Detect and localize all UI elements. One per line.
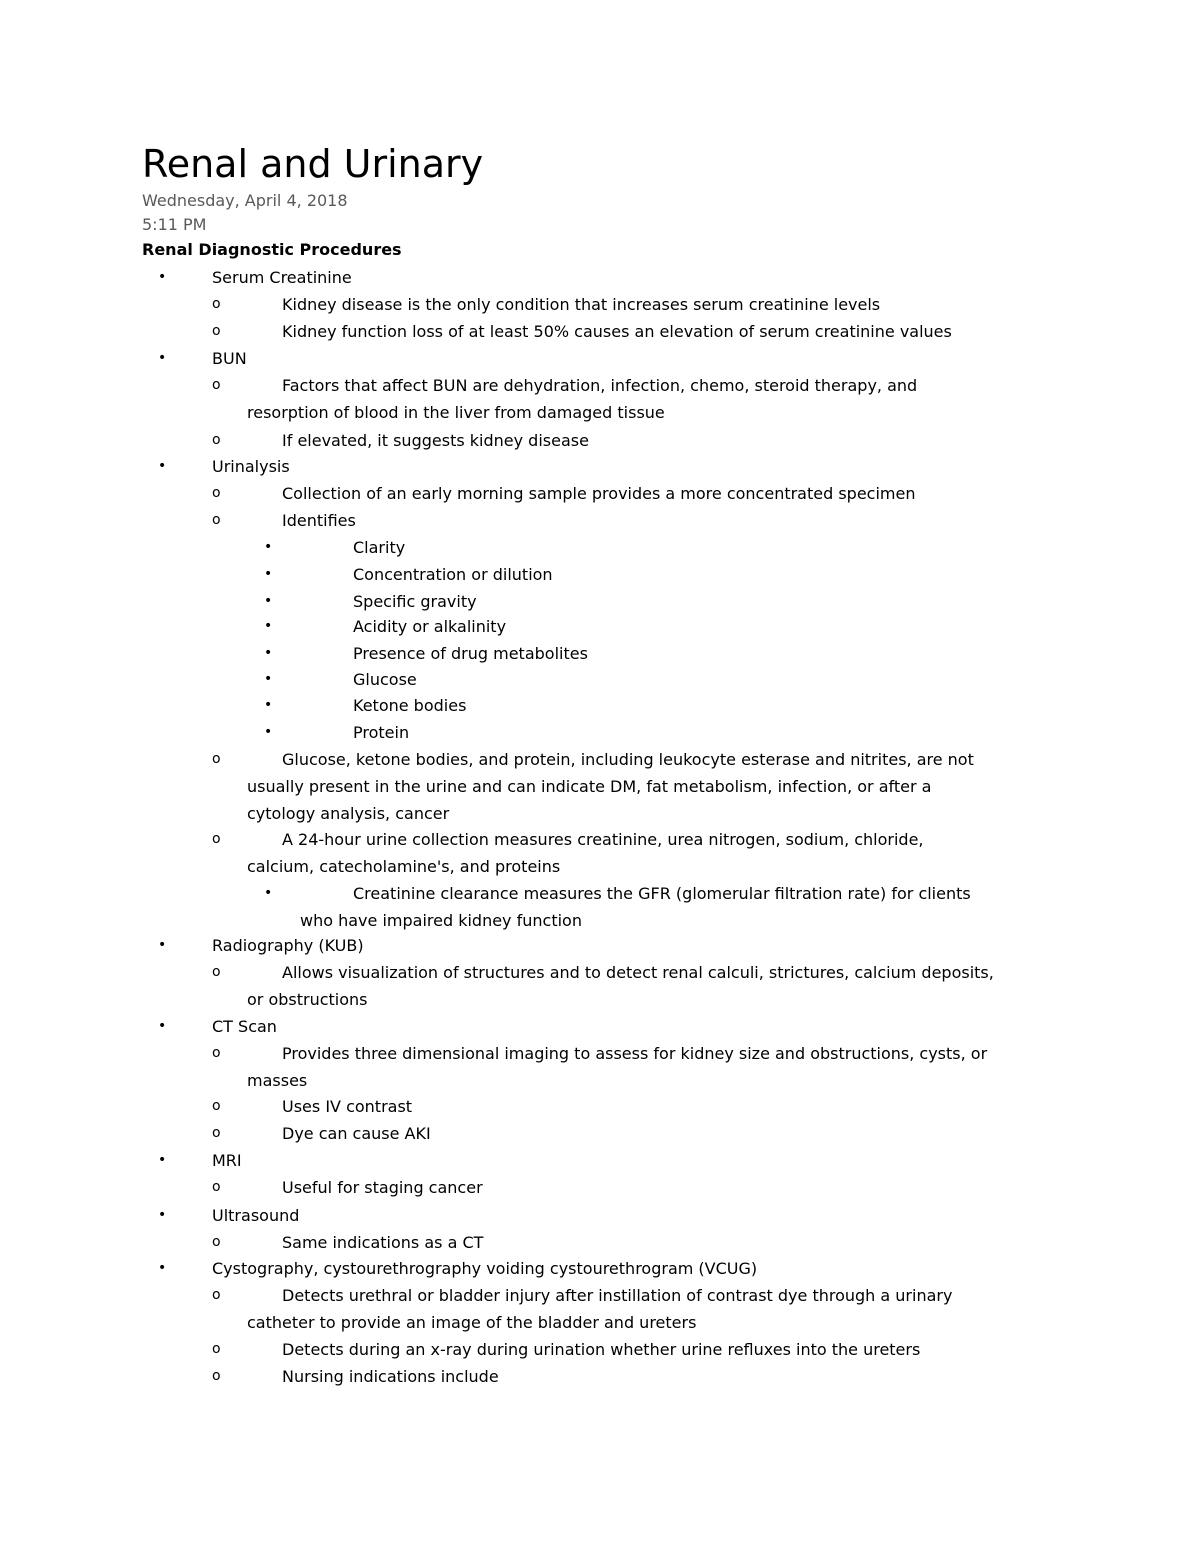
square-marker-icon: • bbox=[264, 724, 273, 740]
list-item-text: BUN bbox=[212, 349, 247, 368]
list-item-text: Specific gravity bbox=[353, 592, 477, 611]
page-date: Wednesday, April 4, 2018 bbox=[142, 191, 348, 210]
square-marker-icon: • bbox=[264, 539, 273, 555]
list-item-text: Ketone bodies bbox=[353, 696, 467, 715]
list-item-text: Factors that affect BUN are dehydration, infection, chemo, steroid therapy, and bbox=[282, 376, 918, 395]
list-item-continuation: usually present in the urine and can indicate DM, fat metabolism, infection, or after a bbox=[247, 777, 932, 796]
bullet-marker-icon: • bbox=[158, 1018, 167, 1034]
circle-marker-icon: o bbox=[212, 296, 221, 312]
list-item-text: Kidney disease is the only condition that increases serum creatinine levels bbox=[282, 295, 881, 314]
bullet-marker-icon: • bbox=[158, 350, 167, 366]
list-item-text: Provides three dimensional imaging to assess for kidney size and obstructions, cysts, or bbox=[282, 1044, 988, 1063]
list-item-text: Same indications as a CT bbox=[282, 1233, 484, 1252]
page-time: 5:11 PM bbox=[142, 215, 207, 234]
circle-marker-icon: o bbox=[212, 1179, 221, 1195]
list-item-text: Detects during an x-ray during urination whether urine refluxes into the ureters bbox=[282, 1340, 921, 1359]
list-item-text: Collection of an early morning sample provides a more concentrated specimen bbox=[282, 484, 916, 503]
list-item-text: Identifies bbox=[282, 511, 356, 530]
bullet-marker-icon: • bbox=[158, 458, 167, 474]
bullet-marker-icon: • bbox=[158, 1260, 167, 1276]
square-marker-icon: • bbox=[264, 618, 273, 634]
circle-marker-icon: o bbox=[212, 964, 221, 980]
circle-marker-icon: o bbox=[212, 512, 221, 528]
list-item-text: Kidney function loss of at least 50% causes an elevation of serum creatinine values bbox=[282, 322, 952, 341]
circle-marker-icon: o bbox=[212, 1234, 221, 1250]
list-item-continuation: or obstructions bbox=[247, 990, 368, 1009]
circle-marker-icon: o bbox=[212, 1045, 221, 1061]
list-item-continuation: who have impaired kidney function bbox=[300, 911, 582, 930]
list-item-text: Serum Creatinine bbox=[212, 268, 352, 287]
list-item-continuation: cytology analysis, cancer bbox=[247, 804, 450, 823]
circle-marker-icon: o bbox=[212, 1098, 221, 1114]
list-item-text: If elevated, it suggests kidney disease bbox=[282, 431, 589, 450]
list-item-text: CT Scan bbox=[212, 1017, 277, 1036]
list-item-text: Glucose bbox=[353, 670, 417, 689]
list-item-continuation: masses bbox=[247, 1071, 308, 1090]
circle-marker-icon: o bbox=[212, 323, 221, 339]
list-item-text: Creatinine clearance measures the GFR (glomerular filtration rate) for clients bbox=[353, 884, 971, 903]
list-item-text: Allows visualization of structures and to detect renal calculi, strictures, calcium deposits, bbox=[282, 963, 994, 982]
circle-marker-icon: o bbox=[212, 1341, 221, 1357]
list-item-text: Concentration or dilution bbox=[353, 565, 553, 584]
circle-marker-icon: o bbox=[212, 377, 221, 393]
list-item-text: A 24-hour urine collection measures creatinine, urea nitrogen, sodium, chloride, bbox=[282, 830, 924, 849]
circle-marker-icon: o bbox=[212, 1368, 221, 1384]
square-marker-icon: • bbox=[264, 566, 273, 582]
list-item-text: Nursing indications include bbox=[282, 1367, 499, 1386]
square-marker-icon: • bbox=[264, 593, 273, 609]
list-item-text: MRI bbox=[212, 1151, 242, 1170]
circle-marker-icon: o bbox=[212, 751, 221, 767]
square-marker-icon: • bbox=[264, 697, 273, 713]
list-item-text: Dye can cause AKI bbox=[282, 1124, 431, 1143]
list-item-text: Detects urethral or bladder injury after instillation of contrast dye through a urinary bbox=[282, 1286, 953, 1305]
circle-marker-icon: o bbox=[212, 1287, 221, 1303]
list-item-text: Urinalysis bbox=[212, 457, 290, 476]
page-title: Renal and Urinary bbox=[142, 142, 484, 186]
bullet-marker-icon: • bbox=[158, 269, 167, 285]
list-item-text: Ultrasound bbox=[212, 1206, 300, 1225]
bullet-marker-icon: • bbox=[158, 1152, 167, 1168]
list-item-text: Glucose, ketone bodies, and protein, including leukocyte esterase and nitrites, are not bbox=[282, 750, 974, 769]
list-item-text: Acidity or alkalinity bbox=[353, 617, 507, 636]
section-heading: Renal Diagnostic Procedures bbox=[142, 240, 402, 259]
square-marker-icon: • bbox=[264, 645, 273, 661]
list-item-continuation: resorption of blood in the liver from damaged tissue bbox=[247, 403, 665, 422]
list-item-text: Uses IV contrast bbox=[282, 1097, 413, 1116]
square-marker-icon: • bbox=[264, 885, 273, 901]
circle-marker-icon: o bbox=[212, 1125, 221, 1141]
list-item-text: Protein bbox=[353, 723, 410, 742]
list-item-text: Clarity bbox=[353, 538, 406, 557]
list-item-continuation: calcium, catecholamine's, and proteins bbox=[247, 857, 561, 876]
circle-marker-icon: o bbox=[212, 485, 221, 501]
bullet-marker-icon: • bbox=[158, 937, 167, 953]
list-item-text: Presence of drug metabolites bbox=[353, 644, 588, 663]
circle-marker-icon: o bbox=[212, 432, 221, 448]
bullet-marker-icon: • bbox=[158, 1207, 167, 1223]
list-item-text: Cystography, cystourethrography voiding cystourethrogram (VCUG) bbox=[212, 1259, 758, 1278]
circle-marker-icon: o bbox=[212, 831, 221, 847]
list-item-text: Radiography (KUB) bbox=[212, 936, 364, 955]
square-marker-icon: • bbox=[264, 671, 273, 687]
list-item-continuation: catheter to provide an image of the bladder and ureters bbox=[247, 1313, 697, 1332]
list-item-text: Useful for staging cancer bbox=[282, 1178, 483, 1197]
